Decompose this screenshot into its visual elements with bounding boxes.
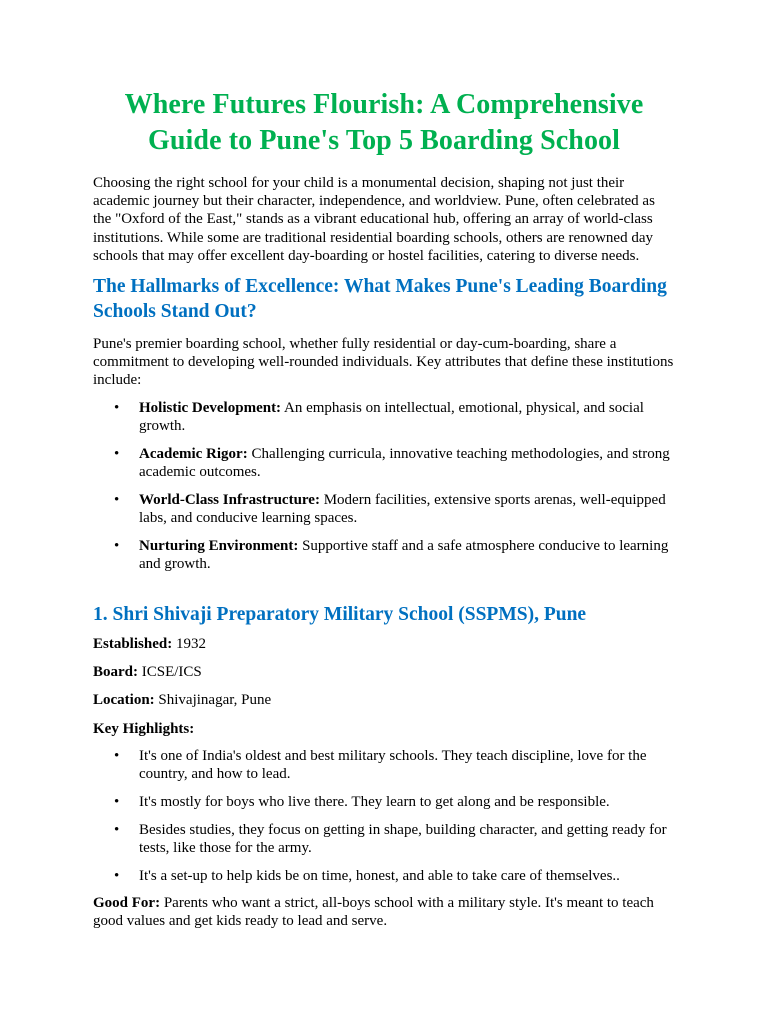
hallmarks-heading: The Hallmarks of Excellence: What Makes Pune's Leading Boarding Schools Stand Out? — [93, 276, 667, 323]
key-highlights-label — [93, 720, 675, 738]
item-text: Modern facilities, extensive sports arenas, well-equipped labs, and conducive learning spaces. — [139, 491, 666, 526]
item-text: It's one of India's oldest and best military schools. They teach discipline, love for the country, and how to lead. — [139, 747, 647, 783]
board-line — [93, 663, 675, 681]
bullet-icon: • — [114, 747, 120, 764]
list-item — [93, 747, 675, 783]
bullet-icon: • — [114, 537, 120, 554]
bullet-icon: • — [114, 491, 120, 508]
page-title: Where Futures Flourish: A Comprehensive Guide to Pune's Top 5 Boarding School — [124, 89, 644, 156]
item-label: Academic Rigor: — [139, 445, 248, 462]
item-text: It's mostly for boys who live there. They learn to get along and be responsible. — [139, 793, 610, 810]
location-value: Shivajinagar, Pune — [154, 692, 272, 709]
list-item — [93, 445, 675, 481]
intro-paragraph: Choosing the right school for your child is a monumental decision, shaping not just their academic journey but their character, independence, and worldview. Pune, often celebrated as the "Oxford of the East," stands as a vibrant educational hub, offering an array of world-class institutions. While some are traditional residential boarding schools, others are renowned day schools that may offer excellent day-boarding or hostel facilities, catering to diverse needs. — [93, 175, 655, 264]
established-line — [93, 635, 675, 653]
hallmarks-intro-paragraph: Pune's premier boarding school, whether fully residential or day-cum-boarding, share a commitment to developing well-rounded individuals. Key attributes that define these institutions include: — [93, 336, 674, 389]
bullet-icon: • — [114, 793, 120, 810]
item-text: Supportive staff and a safe atmosphere conducive to learning and growth. — [139, 537, 669, 572]
item-label: Nurturing Environment: — [139, 537, 299, 554]
good-for-paragraph — [93, 894, 675, 930]
list-item — [93, 821, 675, 857]
bullet-icon: • — [114, 445, 120, 462]
established-label: Established: — [93, 636, 173, 653]
item-text: An emphasis on intellectual, emotional, physical, and social growth. — [139, 399, 644, 434]
bullet-icon: • — [114, 399, 120, 416]
item-text: Besides studies, they focus on getting in shape, building character, and getting ready for tests, like those for the army. — [139, 821, 667, 856]
board-label: Board: — [93, 664, 138, 681]
key-highlights-text: Key Highlights: — [93, 720, 195, 737]
highlights-list — [93, 747, 675, 885]
good-for-label: Good For: — [93, 894, 161, 911]
list-item — [93, 537, 675, 573]
list-item — [93, 491, 675, 527]
item-label: Holistic Development: — [139, 399, 282, 416]
established-value: 1932 — [172, 636, 206, 653]
list-item — [93, 793, 675, 811]
list-item — [93, 399, 675, 435]
item-text: It's a set-up to help kids be on time, honest, and able to take care of themselves.. — [139, 867, 620, 884]
good-for-text: Parents who want a strict, all-boys school with a military style. It's meant to teach good values and get kids ready to lead and serve. — [93, 894, 654, 930]
bullet-icon: • — [114, 821, 120, 838]
location-label: Location: — [93, 692, 155, 709]
hallmarks-list — [93, 399, 675, 573]
bullet-icon: • — [114, 867, 120, 884]
location-line — [93, 691, 675, 709]
school-heading: 1. Shri Shivaji Preparatory Military School (SSPMS), Pune — [93, 604, 587, 626]
item-text: Challenging curricula, innovative teaching methodologies, and strong academic outcomes. — [139, 445, 670, 480]
list-item — [93, 867, 675, 885]
item-label: World-Class Infrastructure: — [139, 491, 320, 508]
board-value: ICSE/ICS — [138, 664, 202, 681]
